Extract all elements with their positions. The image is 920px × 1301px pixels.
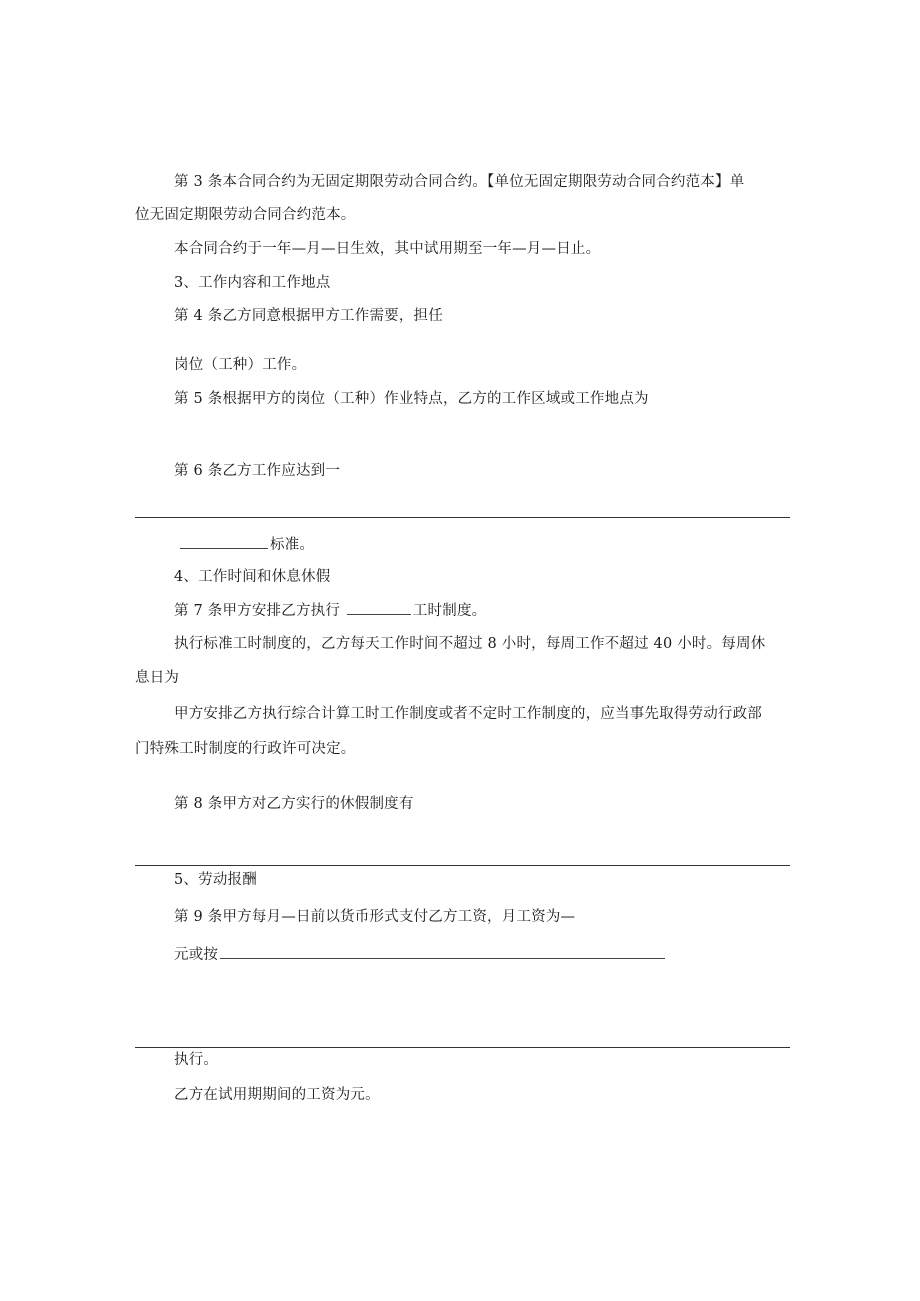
standard-hours-line-1: 执行标准工时制度的，乙方每天工作时间不超过 8 小时，每周工作不超过 40 小时。每周休 bbox=[174, 636, 766, 652]
article-3-line-1: 第 3 条本合同合约为无固定期限劳动合同合约。【单位无固定期限劳动合同合约范本】单 bbox=[174, 174, 745, 190]
rule-line-3 bbox=[135, 1047, 790, 1048]
rule-line-2 bbox=[135, 865, 790, 866]
article-4-line-1: 第 4 条乙方同意根据甲方工作需要，担任 bbox=[174, 308, 443, 324]
article-9-line: 第 9 条甲方每月—日前以货币形式支付乙方工资，月工资为— bbox=[174, 909, 576, 925]
article-7-line bbox=[174, 600, 486, 621]
article-6-standard-line bbox=[178, 534, 314, 555]
article-3-line-2: 位无固定期限劳动合同合约范本。 bbox=[135, 207, 356, 223]
blank-field-work-hours[interactable] bbox=[347, 600, 411, 615]
salary-alt-line bbox=[174, 944, 667, 965]
section-5-heading: 5、劳动报酬 bbox=[174, 872, 257, 888]
standard-hours-line-2: 息日为 bbox=[135, 670, 180, 686]
article-7-text-a: 第 7 条甲方安排乙方执行 bbox=[174, 603, 341, 619]
effective-date-line: 本合同合约于一年—月—日生效，其中试用期至一年—月—日止。 bbox=[174, 241, 601, 257]
special-hours-line-2: 门特殊工时制度的行政许可决定。 bbox=[135, 741, 356, 757]
section-4-heading: 4、工作时间和休息休假 bbox=[174, 569, 331, 585]
standard-label: 标准。 bbox=[270, 537, 315, 553]
blank-field-salary-basis[interactable] bbox=[220, 944, 665, 959]
article-4-line-2: 岗位（工种）工作。 bbox=[174, 357, 307, 373]
execute-line: 执行。 bbox=[174, 1052, 219, 1068]
blank-field-standard[interactable] bbox=[180, 534, 268, 549]
article-5-line: 第 5 条根据甲方的岗位（工种）作业特点，乙方的工作区域或工作地点为 bbox=[174, 391, 649, 407]
rule-line-1 bbox=[135, 517, 790, 518]
probation-salary-line: 乙方在试用期期间的工资为元。 bbox=[174, 1087, 380, 1103]
article-6-line: 第 6 条乙方工作应达到一 bbox=[174, 463, 341, 479]
special-hours-line-1: 甲方安排乙方执行综合计算工时工作制度或者不定时工作制度的，应当事先取得劳动行政部 bbox=[174, 706, 762, 722]
section-3-heading: 3、工作内容和工作地点 bbox=[174, 275, 331, 291]
article-7-text-b: 工时制度。 bbox=[412, 603, 487, 619]
salary-alt-label: 元或按 bbox=[174, 947, 219, 963]
article-8-line: 第 8 条甲方对乙方实行的休假制度有 bbox=[174, 796, 414, 812]
